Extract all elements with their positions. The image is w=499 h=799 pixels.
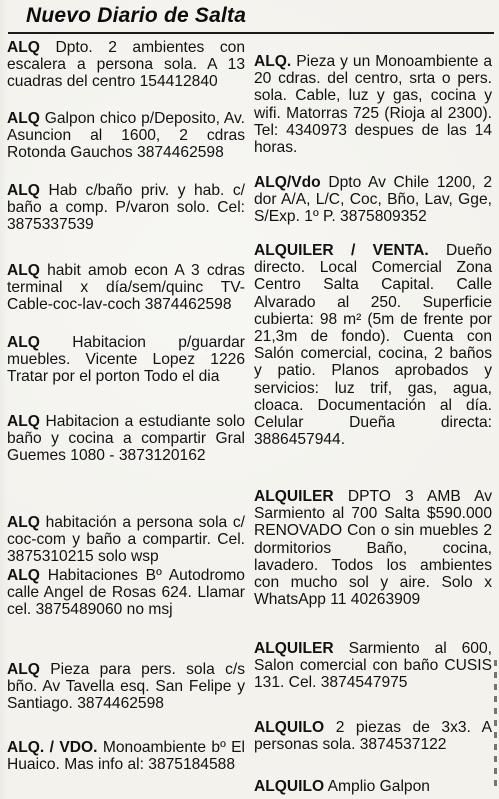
ad-lead: ALQ	[7, 182, 40, 199]
classified-ad	[7, 413, 245, 465]
ad-text: 2 piezas de 3x3. A personas sola. 3874537122	[254, 719, 492, 754]
ad-text: Habitacion a estudiante solo baño y cocina a compartir Gral Guemes 1080 - 3873120162	[7, 413, 245, 465]
header-divider	[8, 32, 494, 34]
classified-ad	[254, 242, 492, 448]
classified-ad	[7, 739, 245, 773]
ad-lead: ALQ.	[254, 53, 292, 70]
ad-lead: ALQUILO	[254, 778, 325, 795]
ad-lead: ALQ	[7, 661, 40, 678]
ad-text: habitación a persona sola c/ coc-com y baño a compartir. Cel. 3875310215 solo wsp	[7, 514, 245, 566]
newspaper-title: Nuevo Diario de Salta	[26, 4, 247, 27]
ad-lead: ALQ	[7, 39, 40, 56]
classified-ad	[7, 661, 245, 713]
ad-lead: ALQ. / VDO.	[7, 739, 98, 756]
classified-ad	[254, 488, 492, 608]
classified-ad	[7, 334, 245, 386]
ad-text: Dpto. 2 ambientes con escalera a persona sola. A 13 cuadras del centro 154412840	[7, 39, 245, 91]
ad-lead: ALQ/Vdo	[254, 174, 321, 191]
ad-text: Dueño directo. Local Comercial Zona Centro Salta Capital. Calle Alvarado al 250. Superficie cubierta: 98 m² (5m de frente por 21,3m de fondo). Cuenta con Salón comercial, cocina, 2 baños y patio. Planos aprobados y servicios: luz trif, gas, agua, cloaca. Documentación al día. Celular Dueña directa: 3886457944.	[254, 242, 492, 449]
ad-text: Pieza para pers. sola c/s bño. Av Tavella esq. San Felipe y Santiago. 3874462598	[7, 661, 246, 713]
classified-ad	[254, 719, 492, 753]
classified-ad	[7, 514, 245, 566]
ad-text: Pieza y un Monoambiente a 20 cdras. del centro, srta o pers. sola. Cable, luz y gas, cocina y wifi. Matorras 725 (Rioja al 2300). Tel: 4340973 despues de las 14 horas.	[254, 53, 492, 157]
ad-text: Amplio Galpon	[327, 778, 430, 795]
ad-lead: ALQ	[7, 413, 40, 430]
classified-ad	[254, 174, 492, 226]
classified-ad	[7, 262, 245, 314]
ad-text: Galpon chico p/Deposito, Av. Asuncion al 1600, 2 cdras Rotonda Gauchos 3874462598	[7, 110, 245, 162]
ad-text: Monoambiente bº El Huaico. Mas info al: 3875184588	[7, 739, 246, 774]
ad-text: habit amob econ A 3 cdras terminal x día/sem/quinc TV-Cable-coc-lav-coch 3874462598	[7, 262, 245, 314]
ad-text: Sarmiento al 600, Salon comercial con baño CUSIS 131. Cel. 3874547975	[254, 640, 492, 692]
ad-lead: ALQ	[7, 514, 40, 531]
ad-lead: ALQUILER / VENTA.	[254, 242, 429, 259]
ad-text: DPTO 3 AMB Av Sarmiento al 700 Salta $590.000 RENOVADO Con o sin muebles 2 dormitorios Baño, cocina, lavadero. Todos los ambientes con mucho sol y aire. Solo x WhatsApp 11 40263909	[254, 488, 492, 609]
classified-ad	[7, 567, 245, 619]
ad-lead: ALQ	[7, 334, 40, 351]
classified-ad	[254, 53, 492, 156]
ad-lead: ALQ	[7, 110, 40, 127]
classified-ad	[254, 778, 492, 795]
ad-text: Habitaciones Bº Autodromo calle Angel de Rosas 624. Llamar cel. 3875489060 no msj	[7, 567, 245, 619]
ad-lead: ALQUILER	[254, 640, 334, 657]
classified-ad	[7, 110, 245, 162]
ad-lead: ALQUILO	[254, 719, 325, 736]
ad-lead: ALQ	[7, 262, 40, 279]
page-edge-mark	[494, 660, 497, 790]
ad-text: Habitacion p/guardar muebles. Vicente Lopez 1226 Tratar por el porton Todo el dia	[7, 334, 245, 386]
ad-lead: ALQUILER	[254, 488, 334, 505]
classified-ad	[7, 182, 245, 234]
ad-text: Dpto Av Chile 1200, 2 dor A/A, L/C, Coc, Bño, Lav, Gge, S/Exp. 1º P. 3875809352	[254, 174, 492, 226]
ad-text: Hab c/baño priv. y hab. c/ baño a comp. P/varon solo. Cel: 3875337539	[7, 182, 245, 234]
classified-ad	[254, 640, 492, 692]
ad-lead: ALQ	[7, 567, 40, 584]
classified-ad	[7, 39, 245, 91]
